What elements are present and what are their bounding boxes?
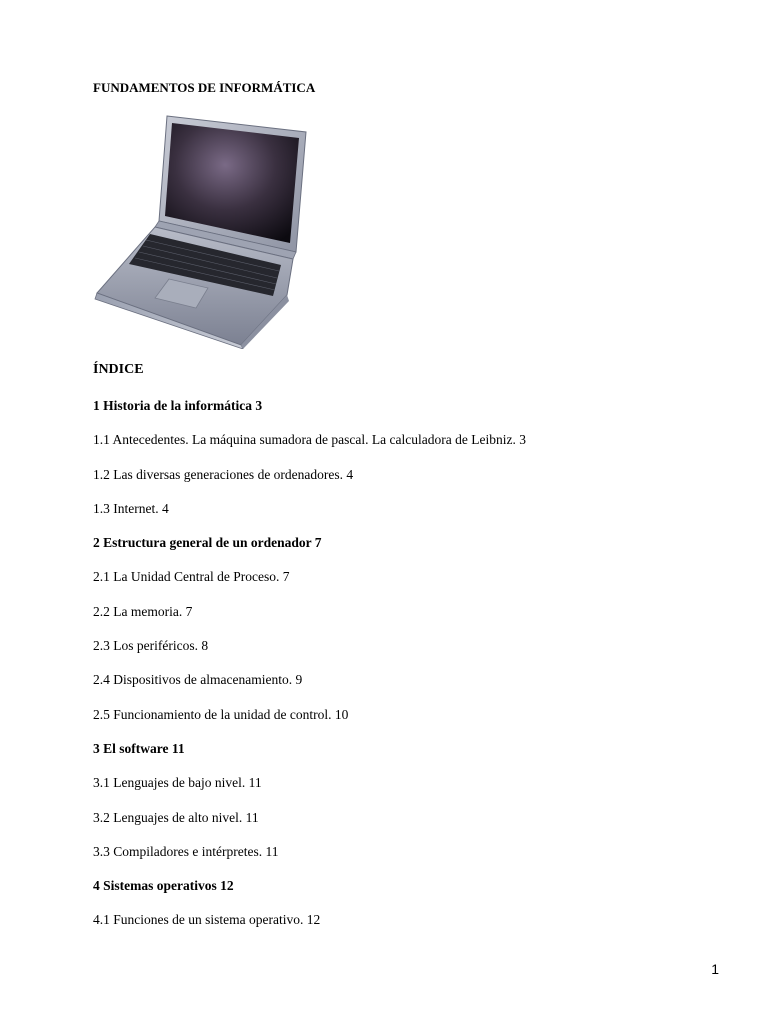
toc-section: 1.1 Antecedentes. La máquina sumadora de pascal. La calculadora de Leibniz. 3	[93, 432, 526, 448]
table-of-contents	[93, 397, 713, 946]
toc-section: 2.5 Funcionamiento de la unidad de control. 10	[93, 706, 349, 722]
toc-chapter: 1 Historia de la informática 3	[93, 398, 263, 413]
toc-section: 3.1 Lenguajes de bajo nivel. 11	[93, 775, 262, 791]
toc-chapter: 4 Sistemas operativos 12	[93, 878, 234, 894]
toc-section: 4.1 Funciones de un sistema operativo. 12	[93, 912, 321, 928]
toc-section: 1.3 Internet. 4	[93, 500, 169, 516]
toc-section: 2.3 Los periféricos. 8	[93, 638, 209, 654]
toc-section: 1.2 Las diversas generaciones de ordenadores. 4	[93, 466, 354, 482]
toc-section: 2.2 La memoria. 7	[93, 603, 193, 619]
toc-section: 2.1 La Unidad Central de Proceso. 7	[93, 569, 290, 585]
laptop-illustration	[93, 113, 311, 349]
toc-section: 2.4 Dispositivos de almacenamiento. 9	[93, 672, 303, 688]
toc-section: 3.3 Compiladores e intérpretes. 11	[93, 843, 279, 859]
toc-chapter: 3 El software 11	[93, 740, 185, 756]
page-number: 1	[711, 961, 719, 977]
document-title: FUNDAMENTOS DE INFORMÁTICA	[93, 80, 316, 95]
index-heading: ÍNDICE	[93, 362, 144, 377]
toc-chapter: 2 Estructura general de un ordenador 7	[93, 535, 322, 551]
toc-section: 3.2 Lenguajes de alto nivel. 11	[93, 809, 259, 825]
